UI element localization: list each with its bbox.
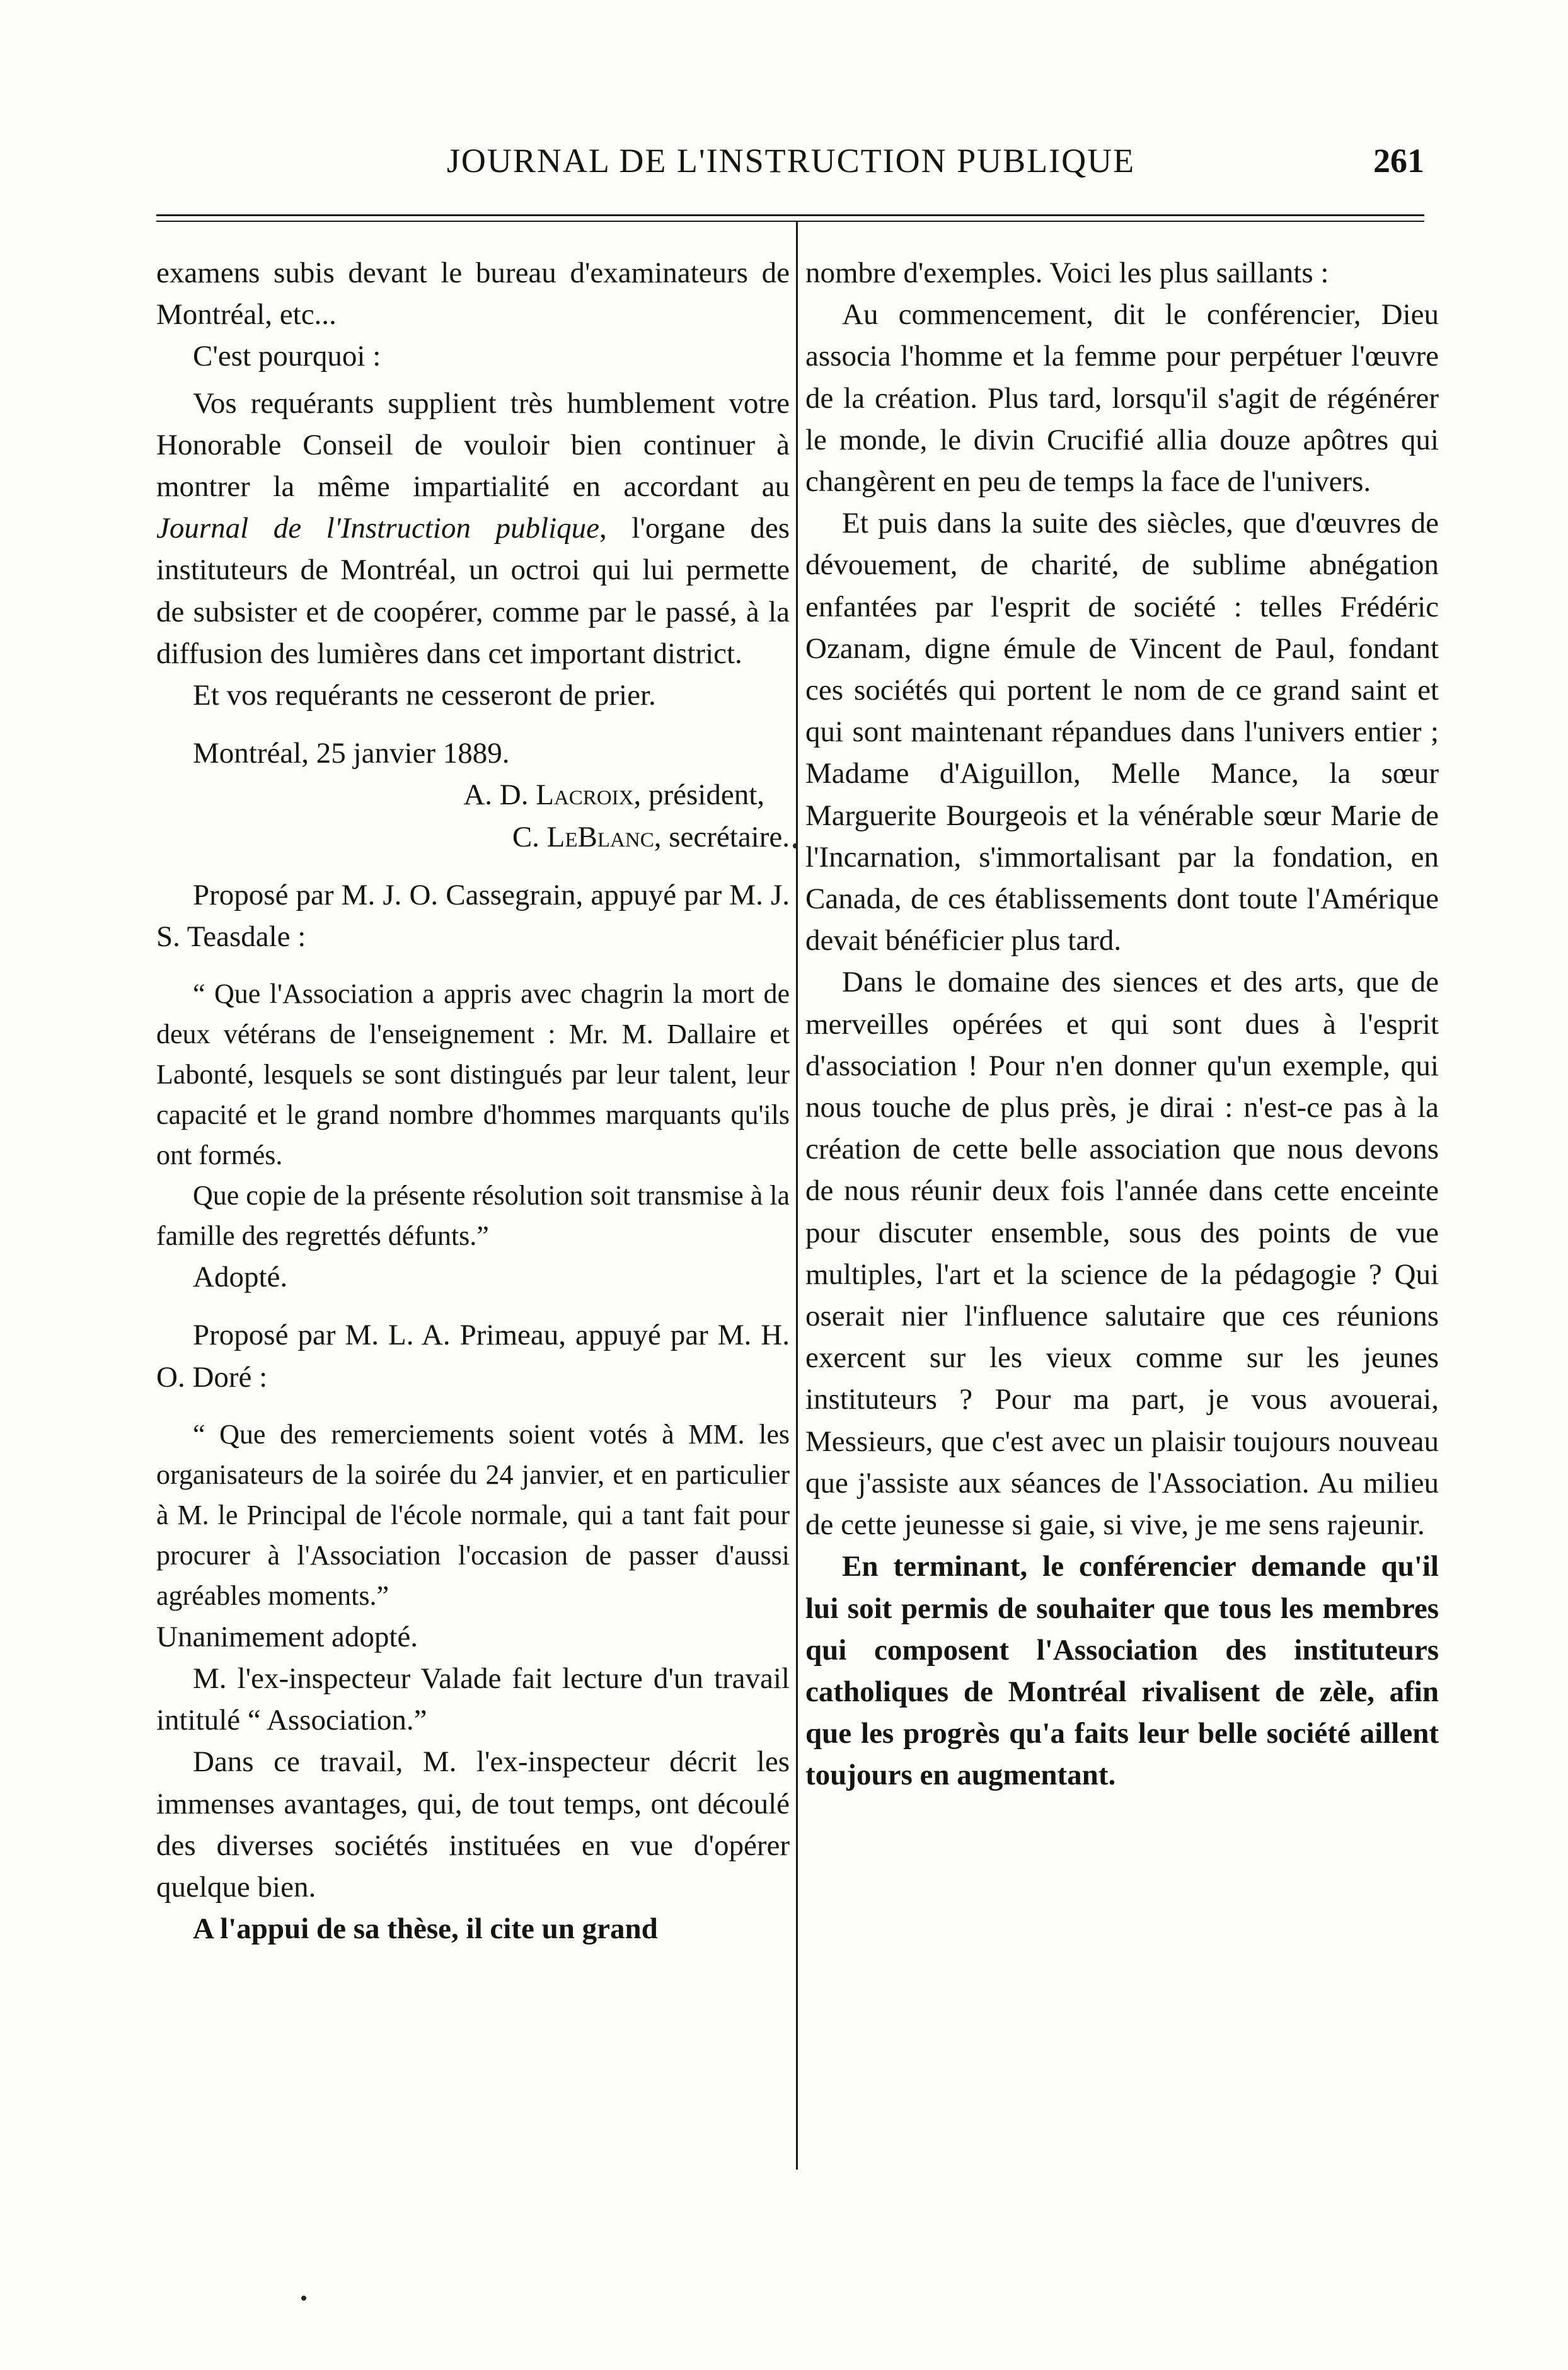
paragraph-au-commencement: Au commencement, dit le conférencier, Dieu associa l'homme et la femme pour perpétuer l'œuvre de la création. Plus tard, lorsqu'il s'agit de régénérer le monde, le divin Crucifié allia douze apôtres qui changèrent en peu de temps la face de l'univers. (805, 298, 1439, 499)
paragraph-dans-le-domaine: Dans le domaine des siences et des arts, que de merveilles opérées et qui sont dues à l'esprit d'association ! Pour n'en donner qu'un exemple, qui nous touche de plus près, je dirai : n'est-ce pas à la création de cette belle association que nous devons de nous réunir deux fois l'année dans cette enceinte pour discuter ensemble, sous des points de vue multiples, l'art et la science de la pédagogie ? Qui oserait nier l'influence salutaire que ces réunions exercent sur les vieux comme sur les jeunes instituteurs ? Pour ma part, je vous avouerai, Messieurs, que c'est avec un plaisir toujours nouveau que j'assiste aux séances de l'Association. Au milieu de cette jeunesse si gaie, si vive, je me sens rajeunir. (805, 966, 1439, 1542)
resolution-copie: Que copie de la présente résolution soit transmise à la famille des regrettés défunts.” (156, 1180, 790, 1252)
signature-secretary: C. LeBlanc, secrétaire. (512, 820, 790, 853)
signature-secretary-name: LeBlanc (546, 820, 654, 853)
paragraph-adopte: Adopté. (193, 1261, 288, 1294)
paragraph-c-est-pourquoi: C'est pourquoi : (193, 340, 381, 373)
header-rule-top (156, 214, 1424, 216)
paragraph-et-puis: Et puis dans la suite des siècles, que d'œuvres de dévouement, de charité, de sublime abnégation enfantées par l'esprit de société : telles Frédéric Ozanam, digne émule de Vincent de Paul, fondant ces sociétés qui portent le nom de ce grand saint et qui sont maintenant répandues dans l'univers entier ; Madame d'Aiguillon, Melle Mance, la sœur Marguerite Bourgeois et la vénérable sœur Marie de l'Incarnation, s'immortalisant par la fondation, en Canada, de ces établissements dont toute l'Amérique devait bénéficier plus tard. (805, 507, 1439, 957)
left-column (156, 252, 790, 1950)
signature-president-name: Lacroix (536, 778, 634, 812)
paragraph-a-l-appui: A l'appui de sa thèse, il cite un grand (193, 1912, 658, 1946)
signature-president: A. D. Lacroix, président, (463, 778, 764, 812)
paragraph-en-terminant: En terminant, le conférencier demande qu'il lui soit permis de souhaiter que tous les membres qui composent l'Association des instituteurs catholiques de Montréal rivalisent de zèle, afin que les progrès qu'a faits leur belle société aillent toujours en augmentant. (805, 1550, 1439, 1792)
running-head (158, 136, 1424, 192)
print-speck (301, 2296, 306, 2301)
paragraph-propose-primeau: Proposé par M. L. A. Primeau, appuyé par M. H. O. Doré : (156, 1319, 790, 1394)
column-divider (796, 222, 798, 2170)
paragraph-unanimement-adopte: Unanimement adopté. (156, 1620, 418, 1653)
right-column (805, 252, 1439, 1796)
paragraph-prier: Et vos requérants ne cesseront de prier. (193, 679, 656, 712)
header-rule-bottom (156, 221, 1424, 222)
paragraph-examens: examens subis devant le bureau d'examinateurs de Montréal, etc... (156, 257, 790, 332)
print-speck (793, 843, 798, 848)
resolution-remerciements: “ Que des remerciements soient votés à MM. les organisateurs de la soirée du 24 janvier, et en particulier à M. le Principal de l'école normale, qui a tant fait pour procurer à l'Association l'occasion de passer d'aussi agréables moments.” (156, 1418, 790, 1611)
paragraph-valade: M. l'ex-inspecteur Valade fait lecture d'un travail intitulé “ Association.” (156, 1662, 790, 1737)
paragraph-dans-ce-travail: Dans ce travail, M. l'ex-inspecteur décrit les immenses avantages, qui, de tout temps, ont découlé des diverses sociétés instituées en vue d'opérer quelque bien. (156, 1745, 790, 1904)
paragraph-propose-cassegrain: Proposé par M. J. O. Cassegrain, appuyé par M. J. S. Teasdale : (156, 878, 790, 954)
journal-title: JOURNAL DE L'INSTRUCTION PUBLIQUE (446, 142, 1136, 180)
requerants-text-b: , l'organe des instituteurs de Montréal, un octroi qui lui permette de subsister et de coopérer, comme par le passé, à la diffusion des lumières dans cet important district. (156, 512, 790, 670)
requerants-text-a: Vos requérants supplient très humblement votre Honorable Conseil de vouloir bien continuer à montrer la même impartialité en accordant au (156, 386, 790, 504)
paragraph-requerants (156, 383, 790, 674)
dateline: Montréal, 25 janvier 1889. (193, 737, 510, 770)
journal-reference: Journal de l'Instruction publique (156, 512, 599, 545)
paragraph-nombre-d-exemples: nombre d'exemples. Voici les plus saillants : (805, 257, 1329, 289)
resolution-veterans: “ Que l'Association a appris avec chagrin la mort de deux vétérans de l'enseignement : Mr. M. Dallaire et Labonté, lesquels se sont distingués par leur talent, leur capacité et le grand nombre d'hommes marquants qu'ils ont formés. (156, 978, 790, 1171)
page-number: 261 (1373, 142, 1424, 180)
